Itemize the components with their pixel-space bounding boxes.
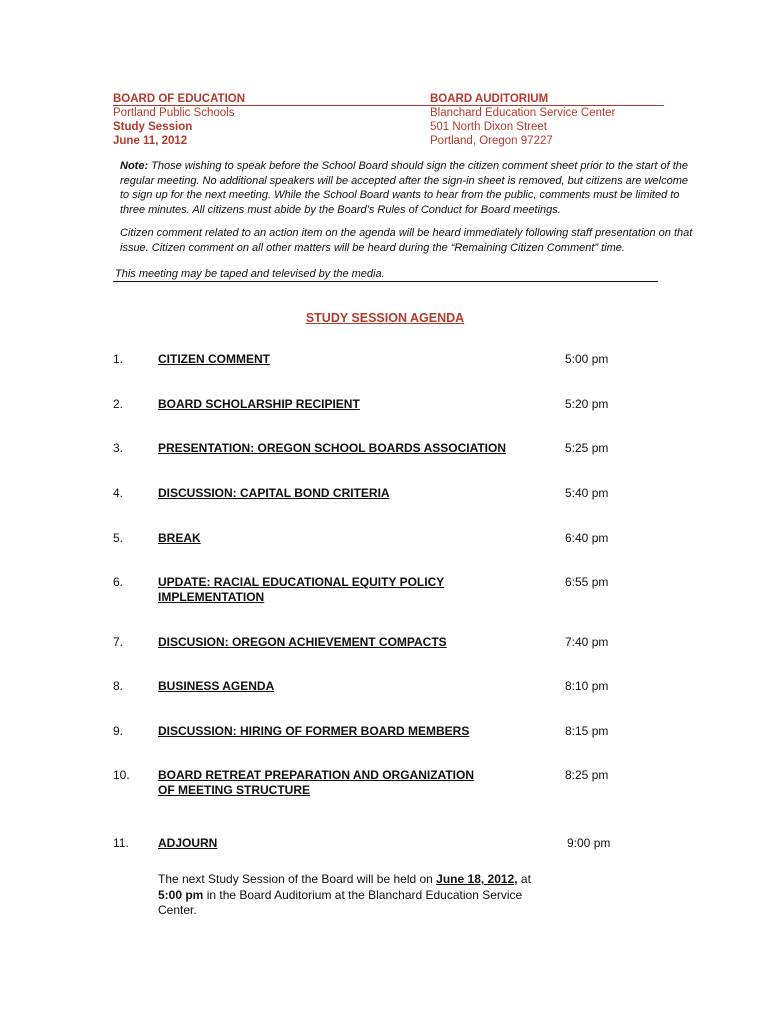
venue-name: BOARD AUDITORIUM <box>430 93 549 105</box>
item-number: 1. <box>113 352 124 366</box>
item-title: DISCUSION: OREGON ACHIEVEMENT COMPACTS <box>158 635 447 649</box>
item-number: 4. <box>113 486 124 500</box>
next-session-date: June 18, 2012, <box>436 872 518 886</box>
item-time: 5:20 pm <box>565 397 609 411</box>
note-text: Those wishing to speak before the School Board should sign the citizen comment sheet prior to the start of the regular meeting. No additional speakers will be accepted after the sign-in sheet is removed, but citizens are welcome to sign up for the next meeting. While the School Board wants to hear from the public, comments must be limited to three minutes. All citizens must abide by the Board’s Rules of Conduct for Board meetings. <box>120 160 689 216</box>
item-number: 8. <box>113 679 124 693</box>
item-title-continued: OF MEETING STRUCTURE <box>158 783 310 797</box>
agenda-title: STUDY SESSION AGENDA <box>305 311 465 325</box>
citizen-comment-note: Citizen comment related to an action item on the agenda will be heard immediately following staff presentation on that issue. Citizen comment on all other matters will be heard during the “Remaining Citizen Comment” time. <box>120 227 693 254</box>
item-title: UPDATE: RACIAL EDUCATIONAL EQUITY POLICY <box>158 575 445 589</box>
taped-divider <box>113 281 658 282</box>
item-time: 5:00 pm <box>565 352 609 366</box>
item-title: CITIZEN COMMENT <box>158 352 270 366</box>
item-title: DISCUSSION: HIRING OF FORMER BOARD MEMBERS <box>158 724 470 738</box>
note-label: Note: <box>120 160 149 172</box>
session-type: Study Session <box>113 121 193 133</box>
item-number: 2. <box>113 397 124 411</box>
item-number: 7. <box>113 635 124 649</box>
footer-text-before: The next Study Session of the Board will be held on <box>158 872 437 886</box>
speaker-note <box>120 159 695 217</box>
building-name: Blanchard Education Service Center <box>430 107 616 119</box>
item-time: 5:25 pm <box>565 441 609 455</box>
item-title: BREAK <box>158 531 201 545</box>
item-time: 7:40 pm <box>565 635 609 649</box>
item-number: 10. <box>113 768 130 782</box>
item-number: 9. <box>113 724 124 738</box>
item-time: 5:40 pm <box>565 486 609 500</box>
item-number: 3. <box>113 441 124 455</box>
item-time: 8:15 pm <box>565 724 609 738</box>
footer-text-mid: at <box>517 872 531 886</box>
item-title: ADJOURN <box>158 836 218 850</box>
next-session-note <box>158 872 558 919</box>
item-time: 9:00 pm <box>567 836 611 850</box>
district-name: Portland Public Schools <box>113 107 235 119</box>
item-title: BOARD SCHOLARSHIP RECIPIENT <box>158 397 360 411</box>
header-right <box>430 92 665 148</box>
item-time: 8:25 pm <box>565 768 609 782</box>
city-address: Portland, Oregon 97227 <box>430 135 553 147</box>
meeting-date: June 11, 2012 <box>113 135 188 147</box>
item-title: DISCUSSION: CAPITAL BOND CRITERIA <box>158 486 390 500</box>
org-name: BOARD OF EDUCATION <box>113 93 246 105</box>
next-session-time: 5:00 pm <box>158 887 204 902</box>
footer-text-after: in the Board Auditorium at the Blanchard Education Service Center. <box>158 887 523 917</box>
item-title: PRESENTATION: OREGON SCHOOL BOARDS ASSOCIATION <box>158 441 507 455</box>
item-title-continued: IMPLEMENTATION <box>158 590 265 604</box>
header-divider <box>113 105 664 106</box>
item-time: 6:40 pm <box>565 531 609 545</box>
item-title: BOARD RETREAT PREPARATION AND ORGANIZATION <box>158 768 474 782</box>
item-title: BUSINESS AGENDA <box>158 679 275 693</box>
item-time: 8:10 pm <box>565 679 609 693</box>
item-time: 6:55 pm <box>565 575 609 589</box>
taped-note: This meeting may be taped and televised by the media. <box>115 268 385 280</box>
item-number: 6. <box>113 575 124 589</box>
street-address: 501 North Dixon Street <box>430 121 547 133</box>
item-number: 5. <box>113 531 124 545</box>
header-left <box>113 92 403 148</box>
item-number: 11. <box>113 836 129 850</box>
